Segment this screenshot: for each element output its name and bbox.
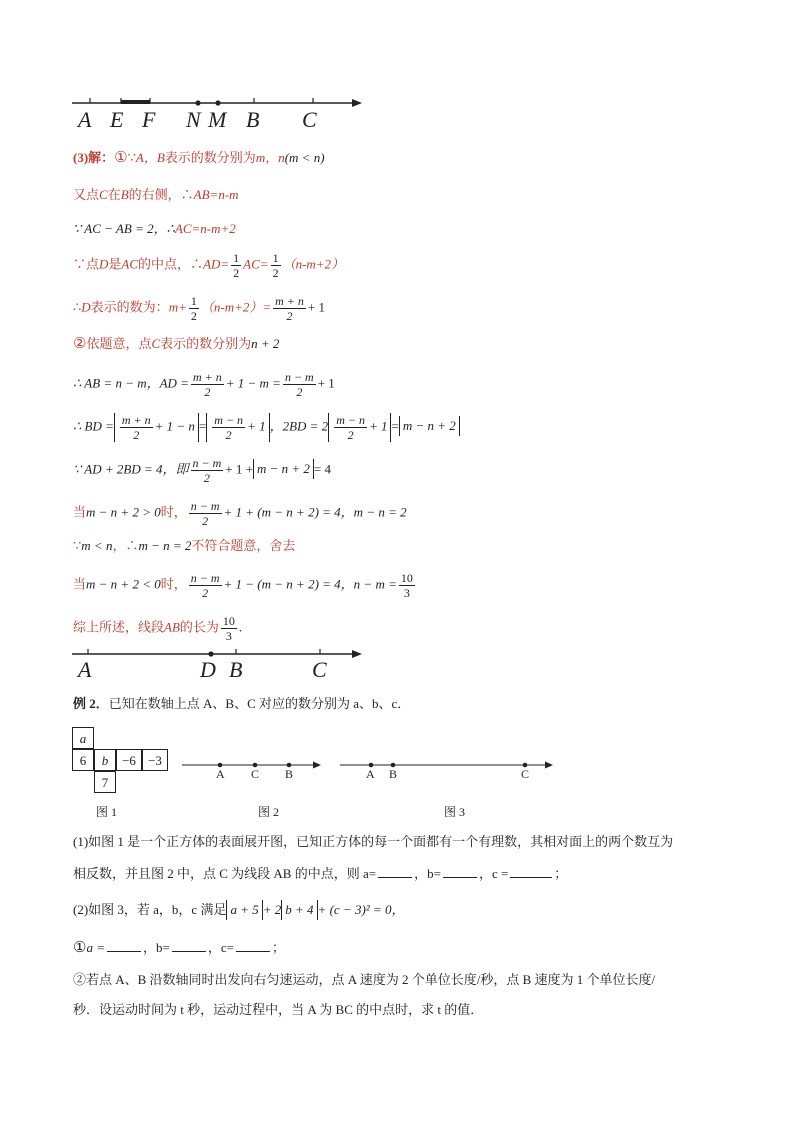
numerator: m − n [336, 413, 365, 427]
text: 表示的数分别为 [160, 336, 252, 351]
text: a = [86, 940, 105, 955]
fig2-label-b: B [285, 767, 294, 781]
numerator: 1 [272, 251, 279, 265]
text: 在 [107, 187, 121, 202]
text: 表示的数分别为 [164, 150, 256, 165]
numerator: 1 [233, 251, 240, 265]
numerator: 10 [222, 614, 235, 628]
fraction-m-minus-n-over-2 [334, 413, 367, 442]
fraction-n-minus-m-over-2 [189, 499, 222, 528]
text: 当 [73, 504, 87, 520]
ac-eq: AC= [243, 256, 269, 272]
example-number: 例 2． [73, 696, 109, 711]
numerator: n − m [190, 571, 220, 585]
text: 时， [160, 504, 187, 520]
nl1-label-f: F [142, 107, 156, 132]
text: 不符合题意，舍去 [191, 538, 296, 553]
text: ∵点 [73, 256, 100, 272]
expr: （n-m+2）= [200, 299, 272, 315]
ab-ad-expr: ∴ AB = n − m，AD = [73, 375, 189, 391]
question-2-2-line-1: ②若点 A、B 沿数轴同时出发向右匀速运动，点 A 速度为 2 个单位长度/秒，点 B 速度为 1 个单位长度/ [73, 972, 656, 987]
point-d: D [81, 299, 91, 315]
answer-blank-b[interactable] [443, 865, 477, 878]
text: ，b= [414, 866, 441, 881]
text: 的长为 [179, 619, 219, 635]
text: (2)如图 3，若 a，b，c 满足 [73, 902, 227, 917]
denominator: 2 [225, 428, 232, 442]
denominator: 2 [202, 514, 209, 528]
nl1-label-e: E [110, 107, 124, 132]
expr: + 1 + [225, 461, 253, 477]
expr: + 1 − (m − n + 2) = 4，n − m = [223, 576, 397, 592]
numerator: m + n [275, 294, 304, 308]
ac-expr: AC=n-m+2 [174, 221, 236, 236]
text: 的中点，∴ [138, 256, 204, 272]
text: ； [554, 866, 568, 881]
cube-cell-6: 6 [72, 749, 94, 771]
point-c: C [99, 187, 108, 202]
answer-blank-b2[interactable] [172, 939, 206, 952]
nl2-label-b: B [229, 657, 243, 682]
m-plus: m+ [168, 299, 187, 315]
fraction-10-over-3 [221, 614, 237, 643]
expr: + 1 − m = [225, 375, 281, 391]
fig2-label-a: A [216, 767, 225, 781]
vars-mn: m，n [255, 150, 285, 165]
fig2-label-c: C [251, 767, 260, 781]
because-symbol: ∵ [73, 538, 82, 553]
expr: （n-m+2） [282, 256, 345, 272]
cube-cell-b: b [94, 749, 116, 771]
question-2-line [73, 900, 404, 920]
cube-cell-7: 7 [94, 771, 116, 793]
text: 表示的数为： [90, 299, 169, 315]
expr: + 1 + (m − n + 2) = 4，m − n = 2 [223, 504, 407, 520]
text: 时， [160, 576, 187, 592]
denominator: 2 [204, 385, 211, 399]
fraction-half [231, 251, 241, 280]
numerator: n − m [190, 499, 220, 513]
text: ，c= [207, 940, 234, 955]
absolute-value-1 [114, 413, 199, 442]
fraction-n-minus-m-over-2 [283, 370, 316, 399]
denominator: 2 [202, 586, 209, 600]
m-lt-n: m < n [81, 538, 113, 553]
absolute-value-2 [206, 413, 269, 442]
question-1-line-2 [73, 864, 567, 884]
point-b: B [120, 187, 129, 202]
fraction-m-plus-n-over-2 [191, 370, 224, 399]
equals: = [198, 418, 207, 434]
text: ，c = [478, 866, 509, 881]
fig3-label-c: C [521, 767, 530, 781]
fig3-label-a: A [366, 767, 375, 781]
denominator: 2 [203, 471, 210, 485]
denominator: 2 [272, 266, 279, 280]
segment-ab: AB [164, 619, 180, 635]
solution-line-13 [73, 614, 242, 643]
example-title [73, 694, 410, 714]
absolute-value-a-plus-5: a + 5 [226, 900, 262, 920]
numerator: m + n [121, 413, 151, 427]
solution-line-6 [73, 334, 279, 354]
fraction-n-minus-m-over-2 [189, 571, 222, 600]
denominator: 2 [190, 309, 197, 323]
solution-part-label: (3)解： [73, 150, 115, 165]
nl1-label-a: A [78, 107, 92, 132]
plus-one: + 1 [307, 299, 325, 315]
fraction-10-over-3 [399, 571, 415, 600]
nl1-label-n: N [186, 107, 201, 132]
numerator: n − m [192, 456, 222, 470]
denominator: 2 [133, 428, 140, 442]
expr: + 2 [262, 902, 282, 917]
answer-blank-a2[interactable] [107, 939, 141, 952]
question-1-line-1: (1)如图 1 是一个正方体的表面展开图，已知正方体的每一个面都有一个有理数，其相对面上的两个数互为 [73, 834, 674, 849]
question-2-1-line [73, 938, 285, 958]
numerator: 1 [190, 294, 197, 308]
text: 又点 [73, 187, 100, 202]
text: 是 [108, 256, 122, 272]
answer-blank-a[interactable] [378, 865, 412, 878]
circle-number-1: ① [114, 150, 128, 166]
text: 当 [73, 576, 87, 592]
points-ab: A，B [135, 150, 165, 165]
denominator: 3 [403, 586, 410, 600]
two-bd-eq: ，2BD = 2 [269, 418, 329, 434]
point-c: C [151, 336, 161, 351]
cube-cell-a: a [72, 727, 94, 749]
example-text: 已知在数轴上点 A、B、C 对应的数分别为 a、b、c． [108, 696, 411, 711]
absolute-value-3 [328, 413, 391, 442]
solution-line-2 [73, 185, 239, 205]
expr: + 1 [368, 418, 388, 434]
nl2-label-a: A [78, 657, 92, 682]
expr: + (c − 3)² = 0， [317, 902, 405, 917]
m-minus-n-eq-2: m − n = 2 [138, 538, 192, 553]
fraction-m-minus-n-over-2 [212, 413, 245, 442]
ab-expr: AB=n-m [193, 187, 239, 202]
denominator: 2 [347, 428, 354, 442]
absolute-value-4: m − n + 2 [399, 416, 460, 436]
figure-2-caption: 图 2 [258, 805, 280, 819]
figure-1-caption: 图 1 [96, 805, 118, 819]
ac-minus-ab: ∵ AC − AB = 2，∴ [73, 221, 175, 236]
expr: + 1 − n [154, 418, 195, 434]
period: . [238, 619, 243, 635]
circle-number-1: ① [73, 940, 87, 956]
numerator: n − m [284, 370, 314, 384]
solution-line-9 [73, 456, 331, 485]
figure-3-caption: 图 3 [444, 805, 466, 819]
solution-line-12 [73, 571, 417, 600]
point-d: D [99, 256, 109, 272]
denominator: 2 [233, 266, 240, 280]
fraction-n-minus-m-over-2 [191, 456, 224, 485]
numerator: 10 [400, 571, 413, 585]
text: ，b= [142, 940, 170, 955]
answer-blank-c2[interactable] [236, 939, 270, 952]
solution-line-8 [73, 413, 460, 442]
bd-eq: ∴ BD = [73, 418, 114, 434]
nl2-label-c: C [312, 657, 327, 682]
condition-m-lt-n: (m < n) [284, 150, 325, 165]
expr: = 4 [313, 461, 331, 477]
nl1-label-c: C [302, 107, 317, 132]
answer-blank-c[interactable] [510, 865, 552, 878]
fraction-half [271, 251, 281, 280]
solution-line-5 [73, 294, 325, 323]
plus-one: + 1 [317, 375, 335, 391]
condition-expr: ∵ AD + 2BD = 4，即 [73, 461, 189, 477]
expr: + 1 [247, 418, 266, 434]
fraction-half [189, 294, 199, 323]
question-2-2-line-2: 秒．设运动时间为 t 秒，运动过程中，当 A 为 BC 的中点时，求 t 的值． [73, 1002, 484, 1017]
text: ； [271, 940, 285, 955]
denominator: 3 [225, 629, 232, 643]
numerator: m − n [214, 413, 244, 427]
text: 综上所述，线段 [73, 619, 165, 635]
denominator: 2 [296, 385, 303, 399]
solution-line-4 [73, 251, 344, 280]
denominator: 2 [286, 309, 293, 323]
cube-cell-neg3: −3 [142, 749, 168, 771]
solution-line-1 [73, 148, 325, 168]
case-condition: m − n + 2 < 0 [86, 576, 161, 592]
fraction-m-plus-n-over-2 [273, 294, 306, 323]
ad-eq: AD= [203, 256, 230, 272]
solution-line-3 [73, 219, 236, 239]
because-symbol: ∵ [127, 150, 136, 165]
fraction-m-plus-n-over-2 [120, 413, 153, 442]
text: 依题意，点 [86, 336, 152, 351]
text: ，∴ [112, 538, 139, 553]
equals: = [391, 418, 399, 434]
nl1-label-m: M [208, 107, 227, 132]
cube-net [72, 727, 172, 797]
solution-line-11 [73, 536, 295, 556]
segment-ac: AC [121, 256, 139, 272]
nl1-label-b: B [246, 107, 260, 132]
case-condition: m − n + 2 > 0 [86, 504, 161, 520]
absolute-value-b-plus-4: b + 4 [281, 900, 317, 920]
n-plus-2: n + 2 [251, 336, 280, 351]
numerator: m + n [192, 370, 222, 384]
cube-cell-neg6: −6 [116, 749, 142, 771]
absolute-value: m − n + 2 [253, 459, 314, 479]
text: 相反数，并且图 2 中，点 C 为线段 AB 的中点，则 a= [73, 866, 377, 881]
text: 的右侧，∴ [128, 187, 194, 202]
solution-line-10 [73, 499, 407, 528]
therefore-symbol: ∴ [73, 299, 82, 315]
solution-line-7 [73, 370, 335, 399]
circle-number-2: ② [73, 336, 87, 352]
fig3-label-b: B [389, 767, 398, 781]
nl2-label-d: D [200, 657, 216, 682]
